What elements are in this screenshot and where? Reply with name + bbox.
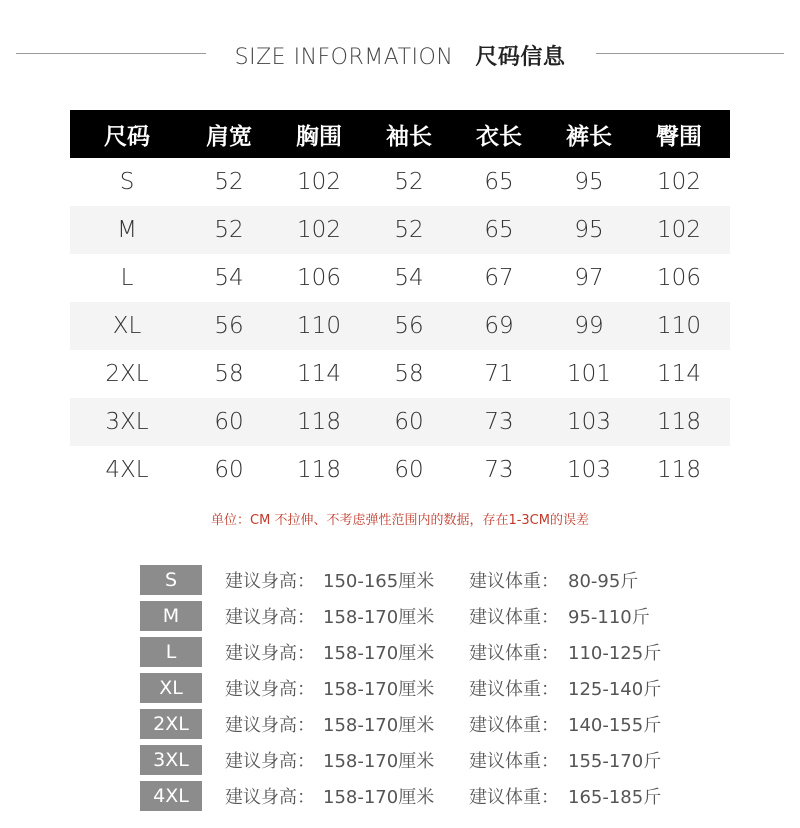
size-table-body bbox=[70, 158, 730, 494]
measurement-cell: 54 bbox=[394, 265, 424, 291]
measurement-cell: 95 bbox=[574, 169, 604, 195]
weight-value: 165-185斤 bbox=[568, 787, 662, 808]
measurement-cell: 106 bbox=[657, 265, 701, 291]
weight-label: 建议体重： bbox=[469, 751, 559, 772]
measurement-cell: 103 bbox=[567, 409, 611, 435]
size-cell: L bbox=[120, 265, 134, 291]
recommendation-row bbox=[140, 598, 700, 634]
height-value: 158-170厘米 bbox=[323, 643, 435, 664]
measurement-note: 单位：CM 不拉伸、不考虑弹性范围内的数据，存在1-3CM的误差 bbox=[211, 513, 589, 528]
measurement-cell: 73 bbox=[484, 409, 514, 435]
page-title bbox=[0, 40, 800, 71]
weight-value: 155-170斤 bbox=[568, 751, 662, 772]
height-value: 158-170厘米 bbox=[323, 607, 435, 628]
measurement-cell: 69 bbox=[484, 313, 514, 339]
size-badge: 4XL bbox=[140, 781, 202, 811]
weight-label: 建议体重： bbox=[469, 643, 559, 664]
title-english: SIZE INFORMATION bbox=[234, 45, 454, 70]
column-header: 肩宽 bbox=[206, 123, 252, 150]
measurement-cell: 60 bbox=[394, 457, 424, 483]
measurement-cell: 102 bbox=[657, 169, 701, 195]
weight-label: 建议体重： bbox=[469, 787, 559, 808]
size-badge: M bbox=[140, 601, 202, 631]
measurement-cell: 58 bbox=[394, 361, 424, 387]
height-label: 建议身高： bbox=[225, 715, 315, 736]
header-divider-right bbox=[596, 53, 784, 54]
section-header bbox=[0, 32, 800, 76]
measurement-cell: 65 bbox=[484, 217, 514, 243]
measurement-cell: 110 bbox=[297, 313, 341, 339]
measurement-cell: 118 bbox=[297, 409, 341, 435]
measurement-cell: 58 bbox=[214, 361, 244, 387]
table-row bbox=[70, 398, 730, 446]
size-table bbox=[70, 110, 730, 494]
table-row bbox=[70, 446, 730, 494]
weight-value: 80-95斤 bbox=[568, 571, 639, 592]
measurement-cell: 118 bbox=[657, 457, 701, 483]
weight-label: 建议体重： bbox=[469, 715, 559, 736]
column-header: 尺码 bbox=[104, 123, 150, 150]
recommendation-row bbox=[140, 670, 700, 706]
column-header: 袖长 bbox=[386, 123, 432, 150]
measurement-cell: 52 bbox=[214, 217, 244, 243]
height-label: 建议身高： bbox=[225, 751, 315, 772]
size-cell: M bbox=[117, 217, 137, 243]
table-row bbox=[70, 350, 730, 398]
height-label: 建议身高： bbox=[225, 643, 315, 664]
measurement-cell: 114 bbox=[657, 361, 701, 387]
measurement-cell: 56 bbox=[394, 313, 424, 339]
recommendation-row bbox=[140, 742, 700, 778]
measurement-cell: 97 bbox=[574, 265, 604, 291]
size-cell: 3XL bbox=[105, 409, 149, 435]
size-badge: 2XL bbox=[140, 709, 202, 739]
size-badge: S bbox=[140, 565, 202, 595]
column-header: 衣长 bbox=[476, 123, 522, 150]
height-label: 建议身高： bbox=[225, 787, 315, 808]
measurement-cell: 106 bbox=[297, 265, 341, 291]
measurement-cell: 118 bbox=[657, 409, 701, 435]
recommendation-row bbox=[140, 562, 700, 598]
height-value: 158-170厘米 bbox=[323, 751, 435, 772]
measurement-cell: 102 bbox=[297, 217, 341, 243]
measurement-cell: 102 bbox=[297, 169, 341, 195]
measurement-cell: 60 bbox=[394, 409, 424, 435]
weight-value: 125-140斤 bbox=[568, 679, 662, 700]
measurement-cell: 103 bbox=[567, 457, 611, 483]
measurement-cell: 60 bbox=[214, 409, 244, 435]
measurement-cell: 52 bbox=[394, 169, 424, 195]
size-cell: S bbox=[119, 169, 135, 195]
size-cell: 2XL bbox=[105, 361, 149, 387]
weight-value: 95-110斤 bbox=[568, 607, 650, 628]
measurement-cell: 102 bbox=[657, 217, 701, 243]
size-badge: L bbox=[140, 637, 202, 667]
measurement-cell: 52 bbox=[394, 217, 424, 243]
height-value: 150-165厘米 bbox=[323, 571, 435, 592]
measurement-cell: 54 bbox=[214, 265, 244, 291]
measurement-cell: 99 bbox=[574, 313, 604, 339]
measurement-cell: 52 bbox=[214, 169, 244, 195]
column-header: 臀围 bbox=[656, 123, 702, 150]
measurement-cell: 118 bbox=[297, 457, 341, 483]
table-row bbox=[70, 158, 730, 206]
height-label: 建议身高： bbox=[225, 607, 315, 628]
measurement-cell: 56 bbox=[214, 313, 244, 339]
size-cell: 4XL bbox=[105, 457, 149, 483]
weight-label: 建议体重： bbox=[469, 571, 559, 592]
height-label: 建议身高： bbox=[225, 679, 315, 700]
table-row bbox=[70, 302, 730, 350]
measurement-cell: 114 bbox=[297, 361, 341, 387]
measurement-cell: 73 bbox=[484, 457, 514, 483]
height-value: 158-170厘米 bbox=[323, 679, 435, 700]
recommendation-row bbox=[140, 778, 700, 814]
size-badge: 3XL bbox=[140, 745, 202, 775]
size-cell: XL bbox=[112, 313, 142, 339]
weight-label: 建议体重： bbox=[469, 679, 559, 700]
measurement-cell: 60 bbox=[214, 457, 244, 483]
measurement-cell: 95 bbox=[574, 217, 604, 243]
size-table-header-row bbox=[70, 110, 730, 158]
column-header: 裤长 bbox=[566, 123, 612, 150]
recommendation-row bbox=[140, 634, 700, 670]
weight-label: 建议体重： bbox=[469, 607, 559, 628]
measurement-cell: 101 bbox=[567, 361, 611, 387]
table-row bbox=[70, 206, 730, 254]
measurement-cell: 67 bbox=[484, 265, 514, 291]
title-chinese: 尺码信息 bbox=[475, 45, 566, 70]
measurement-cell: 110 bbox=[657, 313, 701, 339]
column-header: 胸围 bbox=[296, 123, 342, 150]
height-label: 建议身高： bbox=[225, 571, 315, 592]
weight-value: 110-125斤 bbox=[568, 643, 662, 664]
height-value: 158-170厘米 bbox=[323, 715, 435, 736]
recommendation-row bbox=[140, 706, 700, 742]
table-row bbox=[70, 254, 730, 302]
size-badge: XL bbox=[140, 673, 202, 703]
weight-value: 140-155斤 bbox=[568, 715, 662, 736]
measurement-cell: 71 bbox=[484, 361, 514, 387]
height-value: 158-170厘米 bbox=[323, 787, 435, 808]
measurement-cell: 65 bbox=[484, 169, 514, 195]
